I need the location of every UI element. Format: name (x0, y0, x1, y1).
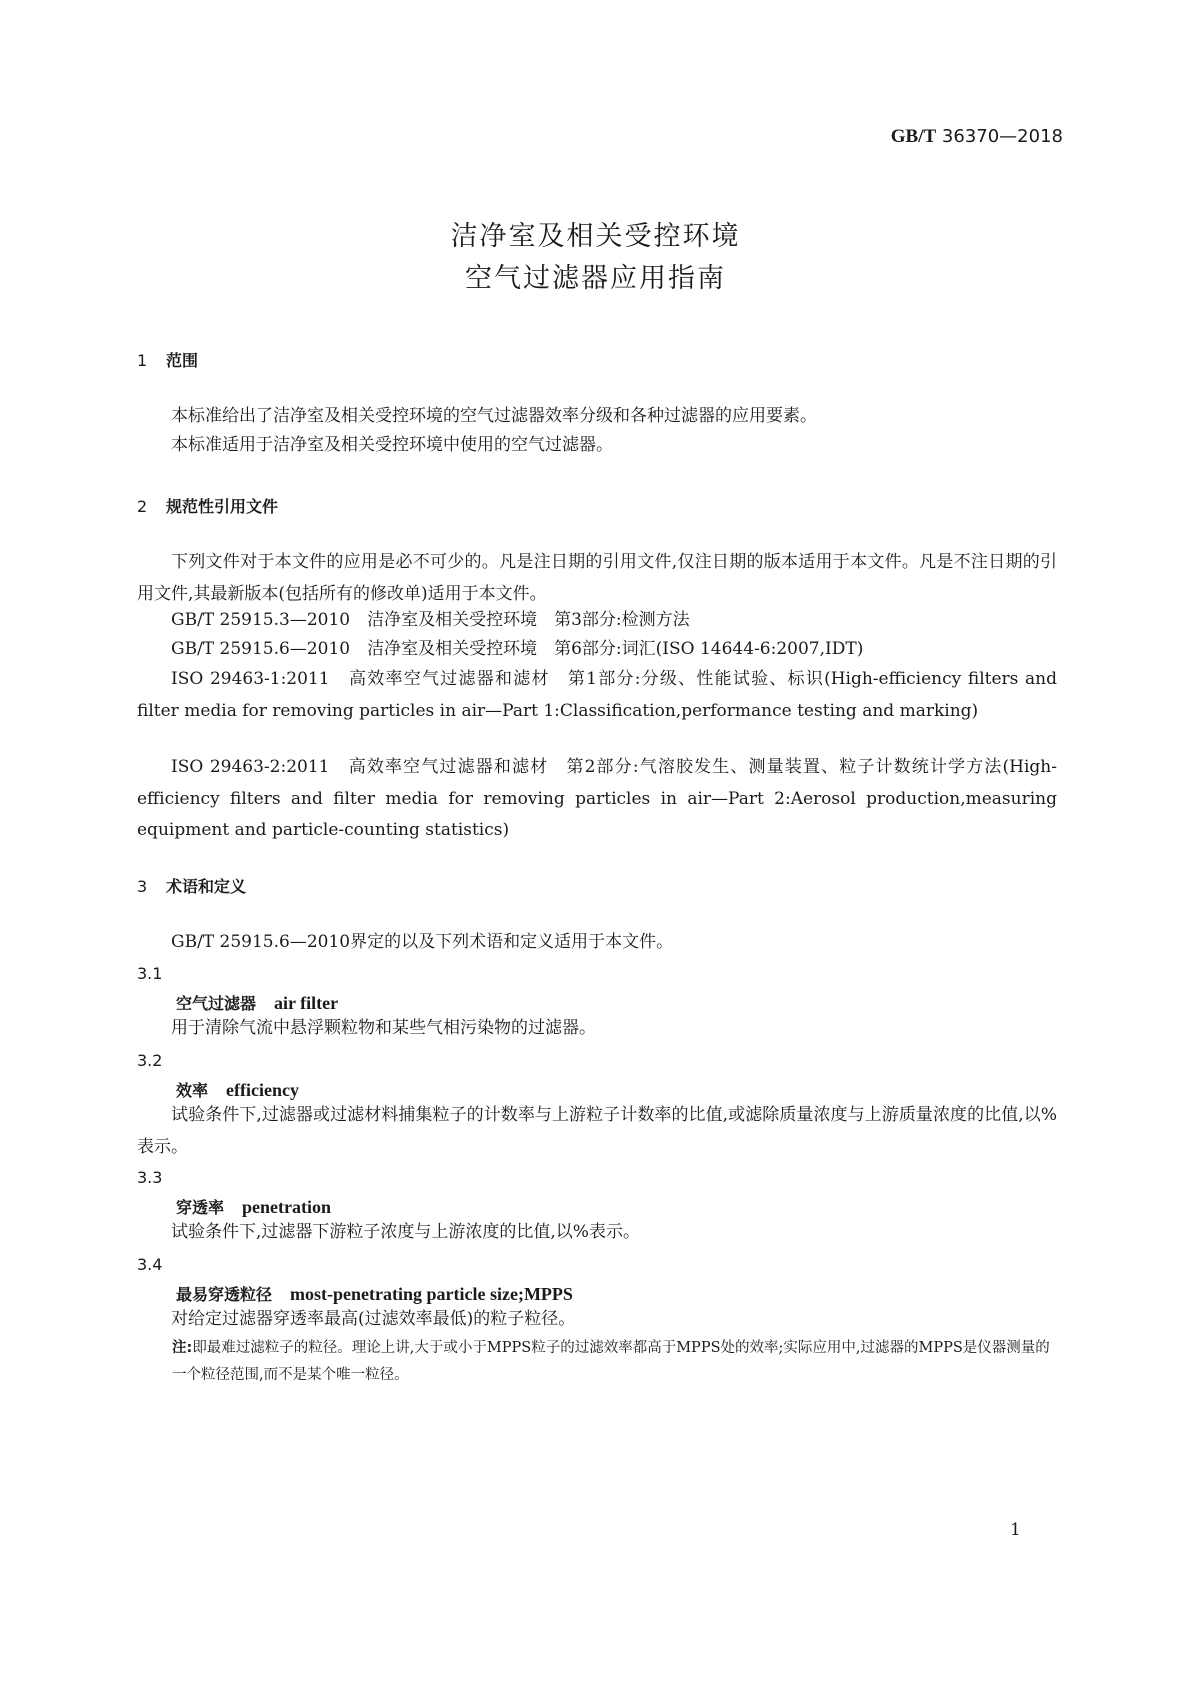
scope-paragraph-1: 本标准给出了洁净室及相关受控环境的空气过滤器效率分级和各种过滤器的应用要素。 (171, 406, 817, 426)
section-2-title: 规范性引用文件 (166, 497, 279, 516)
term-en: air filter (274, 993, 339, 1013)
page-number: 1 (1010, 1520, 1021, 1540)
section-2-heading (137, 494, 278, 517)
term-heading (176, 1078, 299, 1101)
section-2-number: 2 (137, 497, 148, 516)
term-definition: 对给定过滤器穿透率最高(过滤效率最低)的粒子粒径。 (171, 1309, 576, 1329)
document-title-line2: 空气过滤器应用指南 (465, 263, 726, 294)
section-3-number: 3 (137, 877, 148, 896)
term-en: most-penetrating particle size;MPPS (290, 1284, 573, 1304)
term-definition: 试验条件下,过滤器下游粒子浓度与上游浓度的比值,以%表示。 (171, 1222, 640, 1242)
term-en: efficiency (226, 1080, 299, 1100)
term-heading (176, 991, 338, 1014)
section-1-title: 范围 (166, 351, 199, 370)
term-zh: 效率 (176, 1081, 209, 1100)
term-number: 3.3 (137, 1168, 163, 1187)
scope-paragraph-2: 本标准适用于洁净室及相关受控环境中使用的空气过滤器。 (171, 435, 613, 455)
note-text: 即最难过滤粒子的粒径。理论上讲,大于或小于MPPS粒子的过滤效率都高于MPPS处的效率;实际应用中,过滤器的MPPS是仪器测量的一个粒径范围,而不是某个唯一粒径。 (172, 1340, 1050, 1383)
term-heading (176, 1282, 573, 1305)
term-en: penetration (242, 1197, 332, 1217)
term-definition: 试验条件下,过滤器或过滤材料捕集粒子的计数率与上游粒子计数率的比值,或滤除质量浓度与上游质量浓度的比值,以%表示。 (137, 1105, 1057, 1157)
section-3-heading (137, 874, 246, 897)
term-number: 3.2 (137, 1051, 163, 1070)
section-1-number: 1 (137, 351, 148, 370)
reference-item-1: GB/T 25915.3—2010 洁净室及相关受控环境 第3部分:检测方法 (171, 610, 690, 630)
standard-code-number: 36370—2018 (941, 126, 1063, 147)
reference-item-3: ISO 29463-1:2011 高效率空气过滤器和滤材 第1部分:分级、性能试验、标识(High-efficiency filters and filter media for removing particles in air—Part 1:Classification,performance testing and marking) (137, 669, 1057, 721)
term-number: 3.4 (137, 1255, 163, 1274)
section-1-heading (137, 348, 198, 371)
note-label: 注: (172, 1340, 193, 1356)
reference-item-4: ISO 29463-2:2011 高效率空气过滤器和滤材 第2部分:气溶胶发生、测量装置、粒子计数统计学方法(High-efficiency filters and filter media for removing particles in air—Part 2:Aerosol production,measuring equipment and particle-counting statistics) (137, 757, 1057, 840)
standard-code (891, 126, 1063, 148)
references-intro: 下列文件对于本文件的应用是必不可少的。凡是注日期的引用文件,仅注日期的版本适用于本文件。凡是不注日期的引用文件,其最新版本(包括所有的修改单)适用于本文件。 (137, 552, 1057, 604)
document-title-line1: 洁净室及相关受控环境 (450, 221, 741, 252)
term-number: 3.1 (137, 964, 163, 983)
standard-code-prefix: GB/T (890, 126, 937, 147)
term-zh: 空气过滤器 (176, 994, 257, 1013)
term-zh: 最易穿透粒径 (176, 1285, 273, 1304)
term-definition: 用于清除气流中悬浮颗粒物和某些气相污染物的过滤器。 (171, 1018, 596, 1038)
term-heading (176, 1195, 331, 1218)
terms-intro: GB/T 25915.6—2010界定的以及下列术语和定义适用于本文件。 (171, 932, 674, 952)
term-note (172, 1335, 1057, 1389)
section-3-title: 术语和定义 (166, 877, 247, 896)
term-zh: 穿透率 (176, 1198, 225, 1217)
reference-item-2: GB/T 25915.6—2010 洁净室及相关受控环境 第6部分:词汇(ISO 14644-6:2007,IDT) (171, 639, 864, 659)
